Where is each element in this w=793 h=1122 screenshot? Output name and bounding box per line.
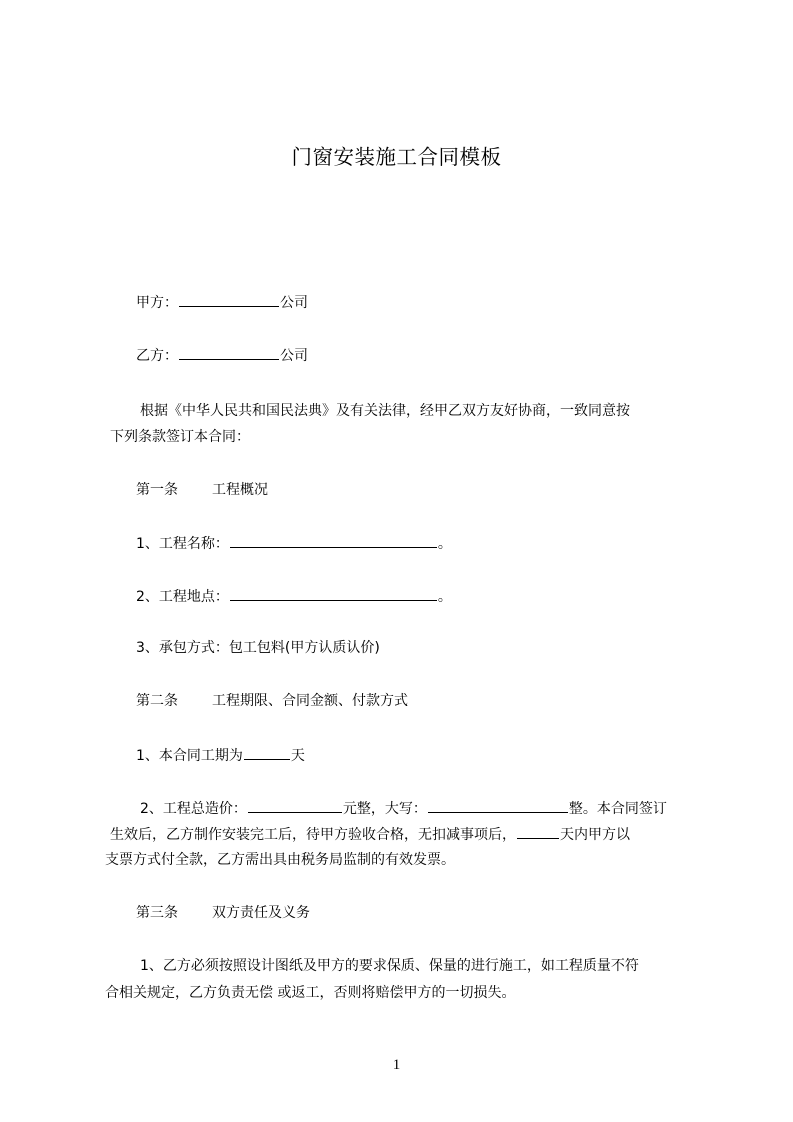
intro-line-2: 下列条款签订本合同： [110, 429, 250, 445]
item-1-1 [136, 532, 452, 554]
intro-line-1: 根据《中华人民共和国民法典》及有关法律，经甲乙双方友好协商，一致同意按 [140, 403, 630, 419]
article-1-number: 第一条 [136, 482, 178, 498]
party-b-line [136, 344, 308, 366]
party-a-suffix: 公司 [280, 295, 308, 311]
duration-suffix: 天 [290, 748, 305, 764]
article-2-title: 工程期限、合同金额、付款方式 [212, 693, 408, 709]
total-cost-mid: 元整，大写： [342, 801, 427, 817]
party-b-label: 乙方： [136, 348, 178, 364]
total-cost-blank [248, 797, 342, 813]
article-2-number: 第二条 [136, 693, 178, 709]
item-1-3: 3、承包方式：包工包料(甲方认质认价) [136, 640, 380, 656]
project-location-label: 2、工程地点： [136, 589, 229, 605]
duration-blank [244, 744, 290, 760]
payment-condition-text: 生效后，乙方制作安装完工后，待甲方验收合格，无扣减事项后， [110, 827, 516, 843]
item-2-2-line-3: 支票方式付全款，乙方需出具由税务局监制的有效发票。 [105, 852, 455, 868]
item-3-1-line-1: 1、乙方必须按照设计图纸及甲方的要求保质、保量的进行施工，如工程质量不符 [140, 958, 639, 974]
project-name-suffix: 。 [437, 536, 452, 552]
article-3-title: 双方责任及义务 [212, 905, 310, 921]
project-name-blank [230, 532, 437, 548]
page-number: 1 [392, 1057, 401, 1073]
item-2-2-line-1 [140, 797, 667, 819]
party-a-label: 甲方： [136, 295, 178, 311]
article-2-heading [136, 691, 408, 711]
payment-condition-tail: 天内甲方以 [560, 827, 630, 843]
article-3-number: 第三条 [136, 905, 178, 921]
item-2-2-line-2 [110, 823, 630, 845]
project-location-suffix: 。 [437, 589, 452, 605]
party-a-blank [179, 291, 279, 307]
party-a-line [136, 291, 308, 313]
item-2-1 [136, 744, 305, 766]
total-cost-tail: 整。本合同签订 [568, 801, 667, 817]
payment-days-blank [517, 823, 559, 839]
total-cost-label: 2、工程总造价： [140, 801, 247, 817]
project-name-label: 1、工程名称： [136, 536, 229, 552]
document-title: 门窗安装施工合同模板 [291, 145, 502, 169]
article-1-title: 工程概况 [212, 482, 268, 498]
project-location-blank [230, 585, 437, 601]
article-1-heading [136, 480, 268, 500]
article-3-heading [136, 903, 310, 923]
party-b-suffix: 公司 [280, 348, 308, 364]
item-1-2 [136, 585, 452, 607]
duration-label: 1、本合同工期为 [136, 748, 243, 764]
total-cost-words-blank [428, 797, 568, 813]
party-b-blank [179, 344, 279, 360]
item-3-1-line-2: 合相关规定，乙方负责无偿 或返工，否则将赔偿甲方的一切损失。 [105, 985, 516, 1001]
